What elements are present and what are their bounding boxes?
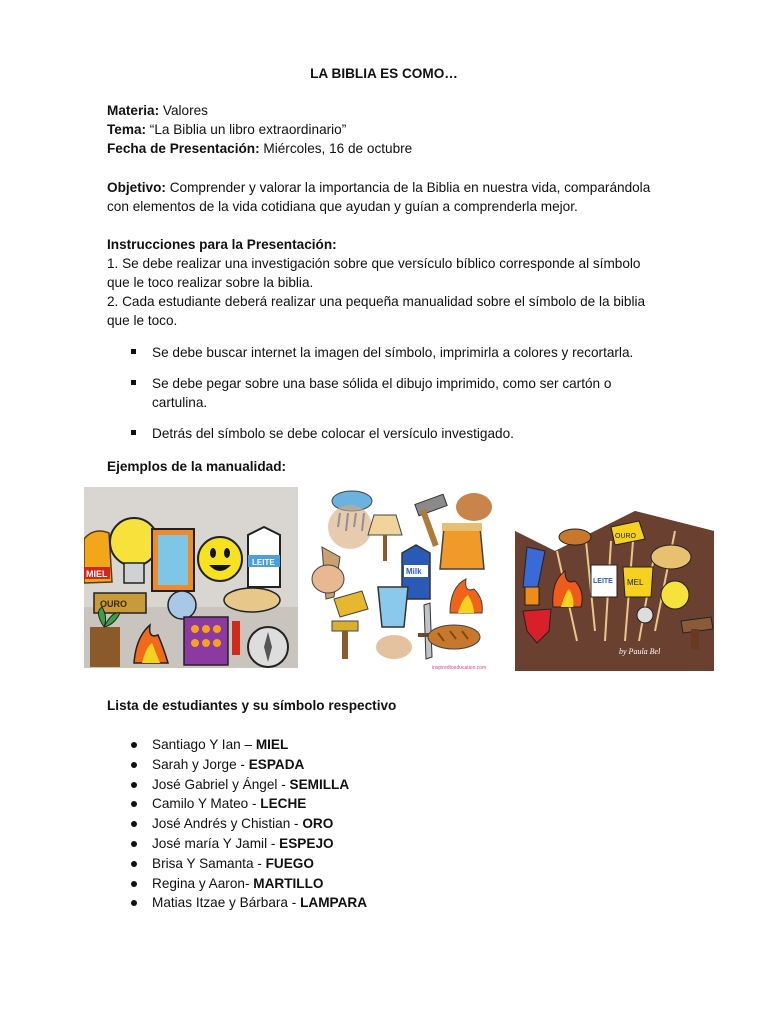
instruction-bullet: Se debe buscar internet la imagen del símbolo, imprimirla a colores y recortarla. xyxy=(107,343,667,362)
tema-value: “La Biblia un libro extraordinario” xyxy=(146,122,347,137)
student-list-item xyxy=(107,794,667,814)
materia-label: Materia: xyxy=(107,103,160,118)
student-names: Camilo Y Mateo - xyxy=(152,796,261,812)
instruction-bullet: Detrás del símbolo se debe colocar el versículo investigado. xyxy=(107,424,667,443)
student-list-item xyxy=(107,755,667,775)
ejemplos-heading: Ejemplos de la manualidad: xyxy=(107,459,287,474)
student-names: Brisa Y Samanta - xyxy=(152,855,266,871)
student-names: José Andrés y Chistian - xyxy=(152,816,303,832)
student-names: Regina y Aaron- xyxy=(152,875,254,891)
photo2-label-milk: Milk xyxy=(406,567,422,576)
student-list-item xyxy=(107,775,667,795)
step1-line-1: 1. Se debe realizar una investigación sobre que versículo bíblico corresponde al símbolo xyxy=(107,256,641,271)
student-list-item xyxy=(107,735,667,755)
student-symbol: ESPEJO xyxy=(279,835,334,851)
student-list-item xyxy=(107,893,667,913)
fecha-label: Fecha de Presentación: xyxy=(107,141,260,156)
example-photo-2 xyxy=(304,487,502,672)
student-symbol: LECHE xyxy=(260,796,307,812)
photo1-label-leite: LEITE xyxy=(252,558,275,567)
student-symbol: FUEGO xyxy=(265,855,314,871)
photo3-label-ouro: OURO xyxy=(615,533,636,540)
step2-line-1: 2. Cada estudiante deberá realizar una pequeña manualidad sobre el símbolo de la biblia xyxy=(107,294,646,309)
example-photo-3 xyxy=(515,491,714,671)
student-symbol: ORO xyxy=(302,816,334,832)
student-names: José Gabriel y Ángel - xyxy=(152,776,290,792)
student-list xyxy=(107,735,667,913)
lista-heading: Lista de estudiantes y su símbolo respectivo xyxy=(107,698,397,713)
student-symbol: LAMPARA xyxy=(300,895,368,911)
instruction-bullet: Se debe pegar sobre una base sólida el dibujo imprimido, como ser cartón o cartulina. xyxy=(107,374,667,412)
student-list-item xyxy=(107,874,667,894)
tema-line xyxy=(107,120,667,139)
photo2-watermark: inspiredtoeducation.com xyxy=(432,665,487,671)
instrucciones-heading: Instrucciones para la Presentación: xyxy=(107,237,337,252)
objetivo-line-1 xyxy=(107,178,667,197)
materia-line xyxy=(107,101,667,120)
student-names: Sarah y Jorge - xyxy=(152,756,249,772)
student-list-item xyxy=(107,854,667,874)
tema-label: Tema: xyxy=(107,122,147,137)
student-names: Santiago Y Ian – xyxy=(152,737,256,752)
instruction-bullets xyxy=(107,343,667,455)
objetivo-label: Objetivo: xyxy=(107,180,166,195)
student-names: Matias Itzae y Bárbara - xyxy=(152,895,301,911)
materia-value: Valores xyxy=(159,103,208,118)
student-symbol: ESPADA xyxy=(248,756,305,772)
fecha-value: Miércoles, 16 de octubre xyxy=(259,141,413,156)
fecha-line xyxy=(107,139,667,158)
objetivo-text-1: Comprender y valorar la importancia de la Biblia en nuestra vida, comparándola xyxy=(165,180,651,195)
student-list-item xyxy=(107,814,667,834)
photo1-label-miel: MIEL xyxy=(86,569,108,579)
objetivo-line-2: con elementos de la vida cotidiana que ayudan y guían a comprenderla mejor. xyxy=(107,199,578,214)
example-photo-1 xyxy=(84,487,298,668)
student-symbol: SEMILLA xyxy=(289,776,350,792)
student-symbol: MIEL xyxy=(255,737,289,752)
photo3-label-mel: MEL xyxy=(627,578,644,587)
photo3-label-leite: LEITE xyxy=(593,578,613,585)
photo3-signature: by Paula Bel xyxy=(619,647,661,656)
student-list-item xyxy=(107,834,667,854)
student-symbol: MARTILLO xyxy=(253,875,324,891)
photo1-label-ouro: OURO xyxy=(100,599,127,609)
document-title: LA BIBLIA ES COMO… xyxy=(310,66,458,81)
step2-line-2: que le toco. xyxy=(107,313,178,328)
step1-line-2: que le toco realizar sobre la biblia. xyxy=(107,275,314,290)
student-names: José maría Y Jamil - xyxy=(152,835,280,851)
